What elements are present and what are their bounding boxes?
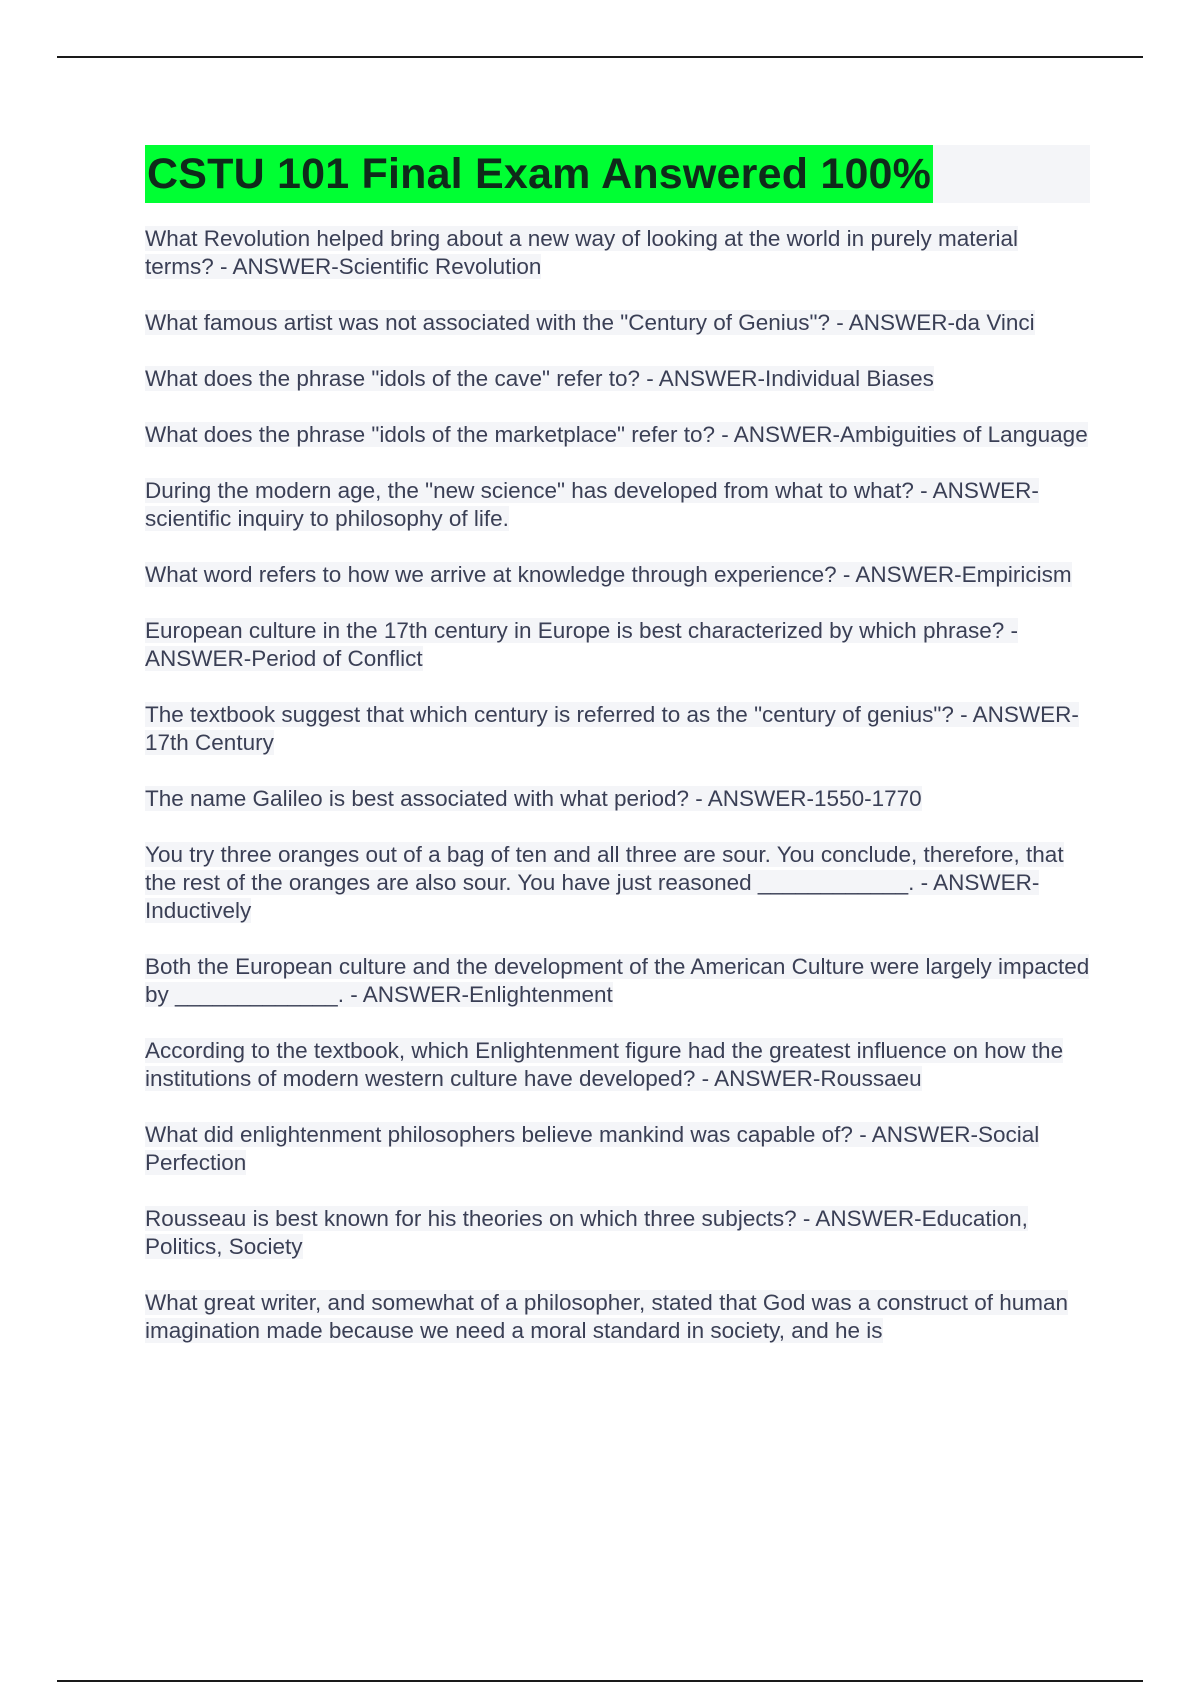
document-body [145, 145, 1090, 1373]
qa-item-9 [145, 785, 1090, 813]
qa-item-14 [145, 1205, 1090, 1261]
qa-text: What does the phrase "idols of the marketplace" refer to? - ANSWER-Ambiguities of Language [145, 422, 1088, 447]
bottom-rule [57, 1680, 1143, 1682]
qa-item-3 [145, 365, 1090, 393]
qa-text: You try three oranges out of a bag of ten and all three are sour. You conclude, therefore, that the rest of the oranges are also sour. You have just reasoned ____________. - ANSWER-Inductively [145, 842, 1064, 923]
top-rule [57, 56, 1143, 58]
qa-text: What famous artist was not associated with the "Century of Genius"? - ANSWER-da Vinci [145, 310, 1035, 335]
qa-text: What word refers to how we arrive at knowledge through experience? - ANSWER-Empiricism [145, 562, 1072, 587]
qa-item-13 [145, 1121, 1090, 1177]
qa-text: What Revolution helped bring about a new way of looking at the world in purely material terms? - ANSWER-Scientific Revolution [145, 226, 1018, 279]
qa-text: Rousseau is best known for his theories on which three subjects? - ANSWER-Education, Politics, Society [145, 1206, 1028, 1259]
qa-item-11 [145, 953, 1090, 1009]
qa-item-12 [145, 1037, 1090, 1093]
qa-text: European culture in the 17th century in Europe is best characterized by which phrase? - ANSWER-Period of Conflict [145, 618, 1018, 671]
qa-text: Both the European culture and the development of the American Culture were largely impacted by _____________. - ANSWER-Enlightenment [145, 954, 1090, 1007]
qa-text: The name Galileo is best associated with what period? - ANSWER-1550-1770 [145, 786, 922, 811]
qa-text: According to the textbook, which Enlightenment figure had the greatest influence on how the institutions of modern western culture have developed? - ANSWER-Roussaeu [145, 1038, 1064, 1091]
qa-item-2 [145, 309, 1090, 337]
qa-text: The textbook suggest that which century is referred to as the "century of genius"? - ANSWER-17th Century [145, 702, 1079, 755]
qa-item-7 [145, 617, 1090, 673]
qa-text: What great writer, and somewhat of a philosopher, stated that God was a construct of human imagination made because we need a moral standard in society, and he is [145, 1290, 1069, 1343]
document-title: CSTU 101 Final Exam Answered 100% [145, 145, 933, 203]
qa-item-8 [145, 701, 1090, 757]
qa-text: What does the phrase "idols of the cave" refer to? - ANSWER-Individual Biases [145, 366, 934, 391]
qa-item-4 [145, 421, 1090, 449]
qa-text: What did enlightenment philosophers believe mankind was capable of? - ANSWER-Social Perfection [145, 1122, 1040, 1175]
title-bar [145, 145, 1090, 203]
qa-item-5 [145, 477, 1090, 533]
qa-text: During the modern age, the "new science" has developed from what to what? - ANSWER-scientific inquiry to philosophy of life. [145, 478, 1039, 531]
qa-item-10 [145, 841, 1090, 925]
qa-item-15 [145, 1289, 1090, 1345]
qa-item-6 [145, 561, 1090, 589]
qa-item-1 [145, 225, 1090, 281]
